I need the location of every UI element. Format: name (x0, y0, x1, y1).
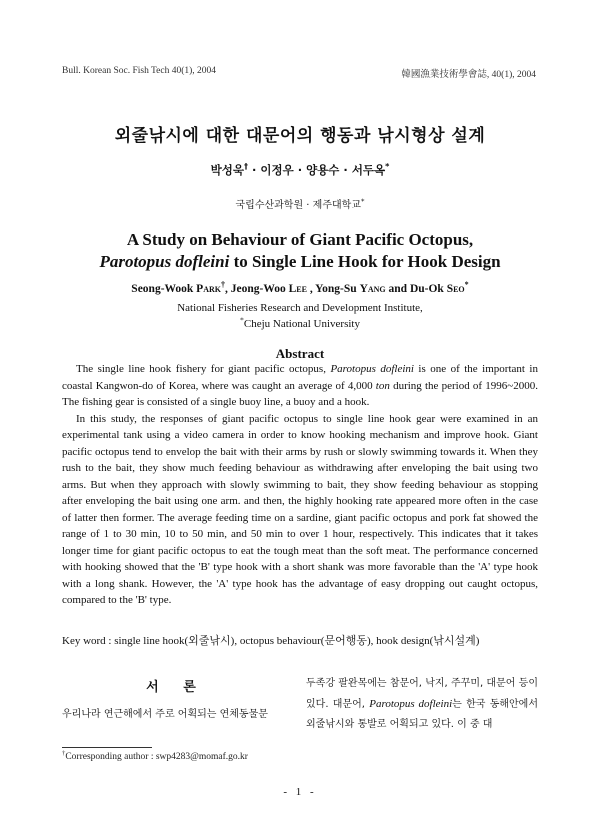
author-4: 서두옥 (351, 163, 386, 177)
author-4-last: Seo (446, 283, 465, 295)
affiliation-mark: * (385, 162, 390, 172)
journal-header-right: 韓國漁業技術學會誌, 40(1), 2004 (401, 70, 536, 80)
author-4-first: and Du-Ok (385, 283, 447, 295)
affiliation-mark: * (464, 280, 469, 290)
unit: ton (375, 379, 390, 392)
title-line-2-rest: to Single Line Hook for Hook Design (229, 252, 501, 271)
authors-english (0, 280, 600, 295)
affiliation-university: 제주대학교 (312, 200, 361, 211)
affiliation-institute: 국립수산과학원 (235, 200, 304, 211)
footnote-text: Corresponding author : swp4283@momaf.go.kr (65, 752, 248, 762)
author-3-first: , Yong-Su (306, 283, 360, 295)
intro-text: 두족강 팔완목에는 참문어, 낙지, 주꾸미, 대문어 등이 있다. 대문어, (306, 678, 538, 710)
abstract-text: during the period of 1996~2000. The fishing gear is consisted of a single buoy line, a buoy and a hook. (62, 379, 539, 408)
title-line-1: A Study on Behaviour of Giant Pacific Octopus, (126, 230, 474, 249)
author-separator: · (247, 163, 261, 177)
title-line-2 (0, 251, 600, 273)
footnote (62, 749, 248, 762)
affiliation-line-2-text: Cheju National University (243, 318, 360, 330)
abstract-heading: Abstract (275, 346, 325, 361)
author-1-first: Seong-Wook (131, 283, 197, 295)
journal-header-left: Bull. Korean Soc. Fish Tech 40(1), 2004 (62, 66, 217, 76)
affiliation-separator: · (303, 200, 313, 211)
author-2-last: Lee (288, 283, 307, 295)
author-2-first: , Jeong-Woo (225, 283, 289, 295)
corresponding-mark: † (220, 280, 226, 290)
author-1-last: Park (196, 283, 221, 295)
abstract-body (62, 361, 538, 609)
paper-title-english (0, 229, 600, 273)
affiliation-korean (0, 196, 600, 211)
intro-left-column: 우리나라 연근해에서 주로 어획되는 연체동물문 (62, 709, 268, 720)
author-3-last: Yang (359, 283, 386, 295)
intro-right-column (306, 674, 538, 735)
affiliation-english (0, 300, 600, 332)
author-2: 이정우 (260, 163, 294, 177)
author-separator: · (339, 163, 352, 177)
abstract-text: is one of the important in coastal Kangwon-do of Korea, where was caught an average of 4,000 (62, 363, 538, 392)
keywords: Key word : single line hook(외줄낚시), octopus behaviour(문어행동), hook design(낚시설계) (62, 635, 480, 647)
abstract-paragraph-1 (62, 361, 538, 411)
footnote-mark: † (62, 749, 66, 757)
author-1: 박성욱 (210, 163, 244, 177)
abstract-paragraph-2: In this study, the responses of giant pacific octopus to single line hook gear were examined in an experimental tank using a video camera in order to know hooking mechanism and improve hook. Giant pacific octopus tend to envelop the bait with their arms by rush or slowly swimming towards it. When they rush to the bait, they show much feeding behaviour as withdrawing after enveloping the bait using two arms. But when they approach with slowly swimming to bait, they show feeding behaviour as stopping after enveloping the bait using one arm. and then, the highly hooking rate appeared more often in the case of latter then former. The average feeding time on a sardine, giant pacific octopus and pork fat showed the range of 1 to 30 min, 10 to 50 min, and 50 min to over 1 hour, respectively. This indicates that it takes longer time for giant pacific octopus to eat the tough meat than the soft meat. The performance concerned with hooking showed that the 'B' type hook with a short shank was more favorable than the 'A' type hook with a long shank. However, the 'A' type hook has the advantage of easy dropping out caught octopus, compared to the 'B' type. (62, 412, 538, 606)
section-heading-introduction: 서 론 (146, 680, 206, 695)
intro-text: 는 한국 동해안에서 외줄낚시와 통발로 어획되고 있다. 이 중 대 (306, 699, 538, 730)
species-name: Parotopus dofleini (369, 698, 453, 710)
affiliation-line-2 (0, 316, 600, 332)
page-number: - 1 - (283, 786, 317, 798)
author-3: 양용수 (306, 163, 340, 177)
affiliation-mark: * (360, 197, 365, 206)
affiliation-line-1: National Fisheries Research and Development Institute, (177, 302, 423, 314)
author-separator: · (293, 163, 307, 177)
species-name: Parotopus dofleini (330, 363, 414, 375)
abstract-text: The single line hook fishery for giant pacific octopus, (76, 363, 331, 375)
authors-korean (0, 162, 600, 178)
paper-title-korean: 외줄낚시에 대한 대문어의 행동과 낚시형상 설계 (114, 126, 486, 146)
affiliation-mark: * (240, 315, 244, 325)
corresponding-mark: † (243, 162, 248, 172)
species-name: Parotopus dofleini (99, 252, 230, 271)
footnote-rule (62, 747, 152, 748)
